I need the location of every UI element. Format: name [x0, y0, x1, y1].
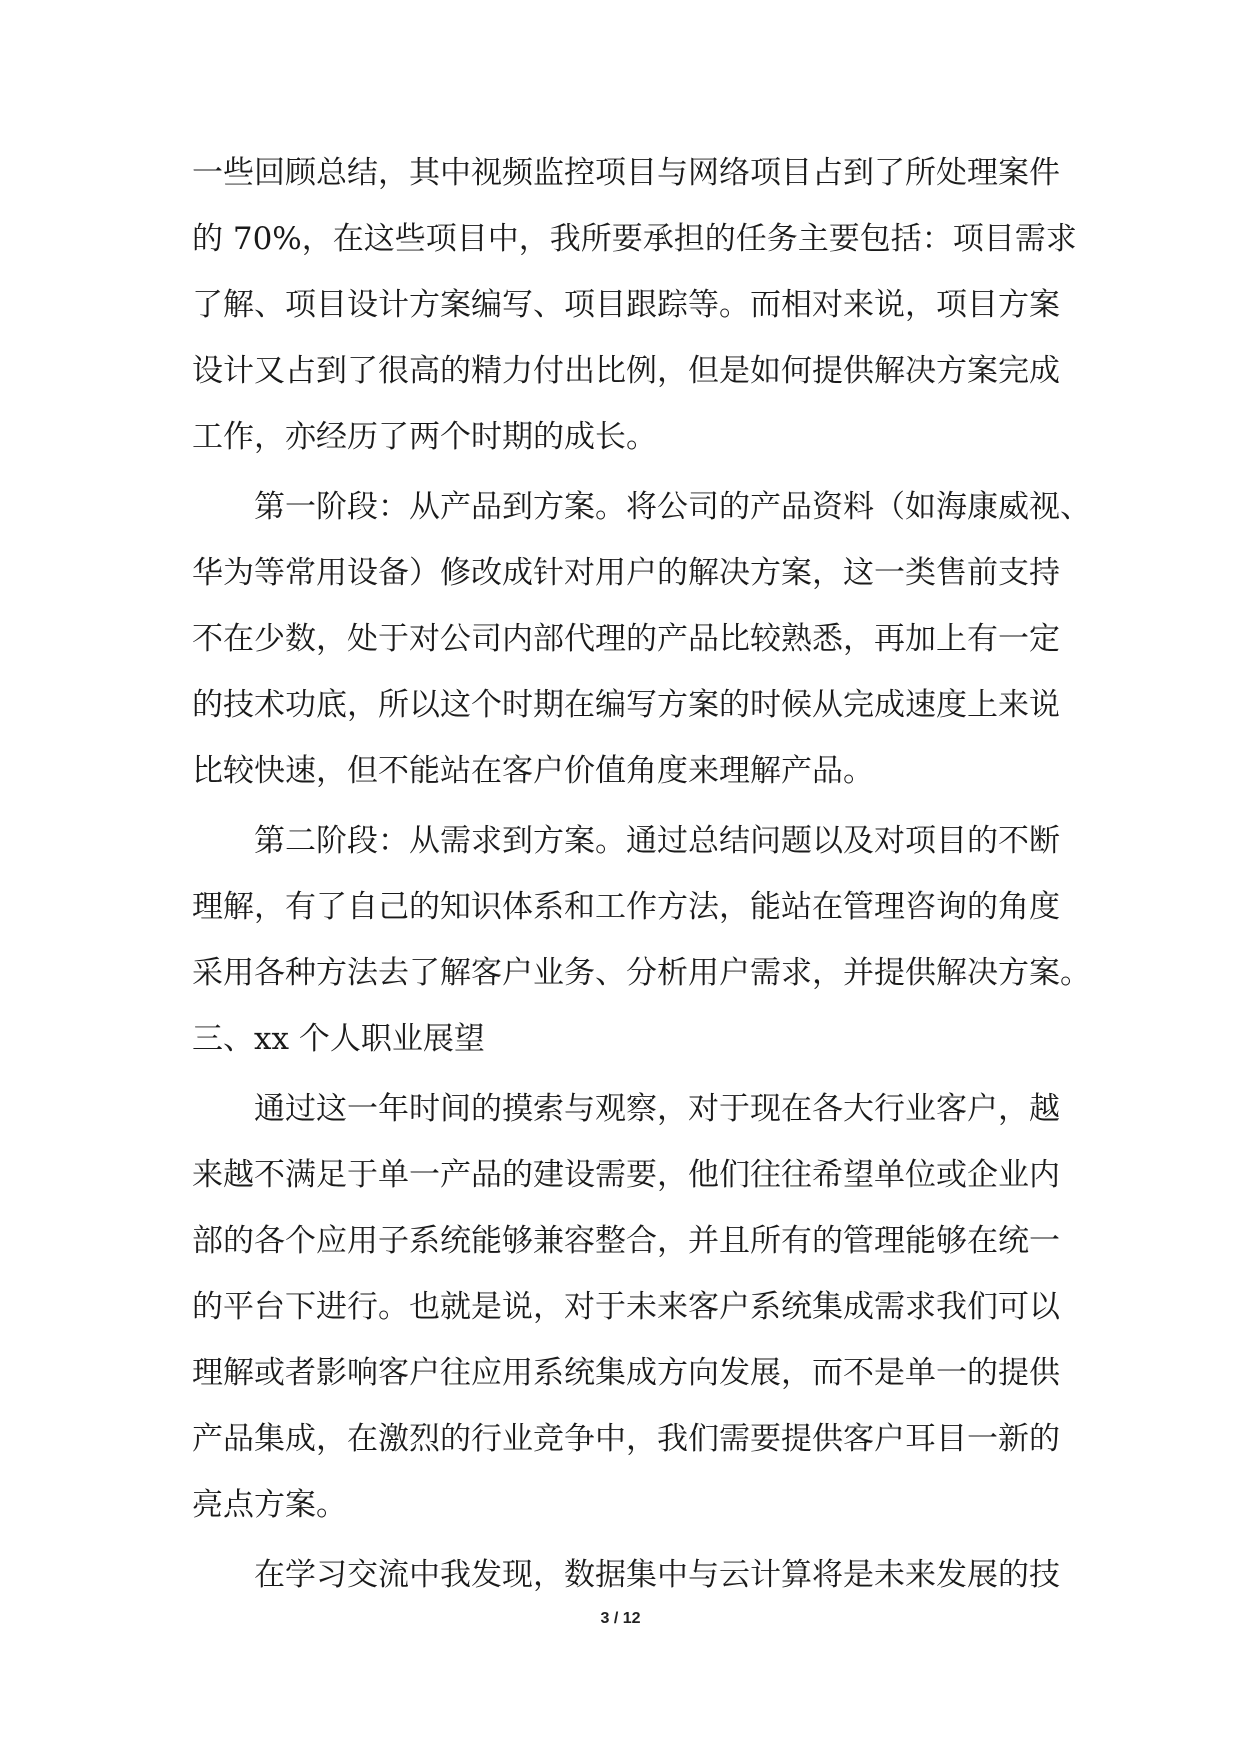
text-line: 第二阶段：从需求到方案。通过总结问题以及对项目的不断	[254, 823, 1060, 859]
text-line: 在学习交流中我发现，数据集中与云计算将是未来发展的技	[254, 1557, 1060, 1593]
page-number: 3 / 12	[600, 1610, 641, 1627]
text-line: 华为等常用设备）修改成针对用户的解决方案，这一类售前支持	[192, 555, 1060, 591]
text-line: 通过这一年时间的摸索与观察，对于现在各大行业客户，越	[254, 1091, 1060, 1127]
text-line: 的 70%，在这些项目中，我所要承担的任务主要包括：项目需求	[192, 221, 1077, 257]
text-line: 了解、项目设计方案编写、项目跟踪等。而相对来说，项目方案	[192, 287, 1060, 323]
text-line: 的技术功底，所以这个时期在编写方案的时候从完成速度上来说	[192, 687, 1060, 723]
text-line: 理解或者影响客户往应用系统集成方向发展，而不是单一的提供	[192, 1355, 1060, 1391]
text-line: 一些回顾总结，其中视频监控项目与网络项目占到了所处理案件	[192, 155, 1060, 191]
text-line: 亮点方案。	[192, 1487, 347, 1523]
paragraph	[192, 140, 1077, 470]
text-line: 理解，有了自己的知识体系和工作方法，能站在管理咨询的角度	[192, 889, 1060, 925]
text-line: 的平台下进行。也就是说，对于未来客户系统集成需求我们可以	[192, 1289, 1060, 1325]
text-line: 工作，亦经历了两个时期的成长。	[192, 419, 657, 455]
text-line: 来越不满足于单一产品的建设需要，他们往往希望单位或企业内	[192, 1157, 1060, 1193]
document-body	[192, 140, 1091, 1608]
paragraph	[192, 808, 1091, 1006]
text-line: 部的各个应用子系统能够兼容整合，并且所有的管理能够在统一	[192, 1223, 1060, 1259]
text-line: 设计又占到了很高的精力付出比例，但是如何提供解决方案完成	[192, 353, 1060, 389]
text-line: 不在少数，处于对公司内部代理的产品比较熟悉，再加上有一定	[192, 621, 1060, 657]
text-line: 第一阶段：从产品到方案。将公司的产品资料（如海康威视、	[254, 489, 1091, 525]
heading-text: 三、xx 个人职业展望	[192, 1021, 485, 1057]
paragraph	[192, 474, 1091, 804]
text-line: 产品集成，在激烈的行业竞争中，我们需要提供客户耳目一新的	[192, 1421, 1060, 1457]
paragraph	[192, 1076, 1060, 1538]
paragraph	[192, 1542, 1060, 1608]
section-heading	[192, 1006, 1060, 1072]
text-line: 比较快速，但不能站在客户价值角度来理解产品。	[192, 753, 874, 789]
text-line: 采用各种方法去了解客户业务、分析用户需求，并提供解决方案。	[192, 955, 1091, 991]
